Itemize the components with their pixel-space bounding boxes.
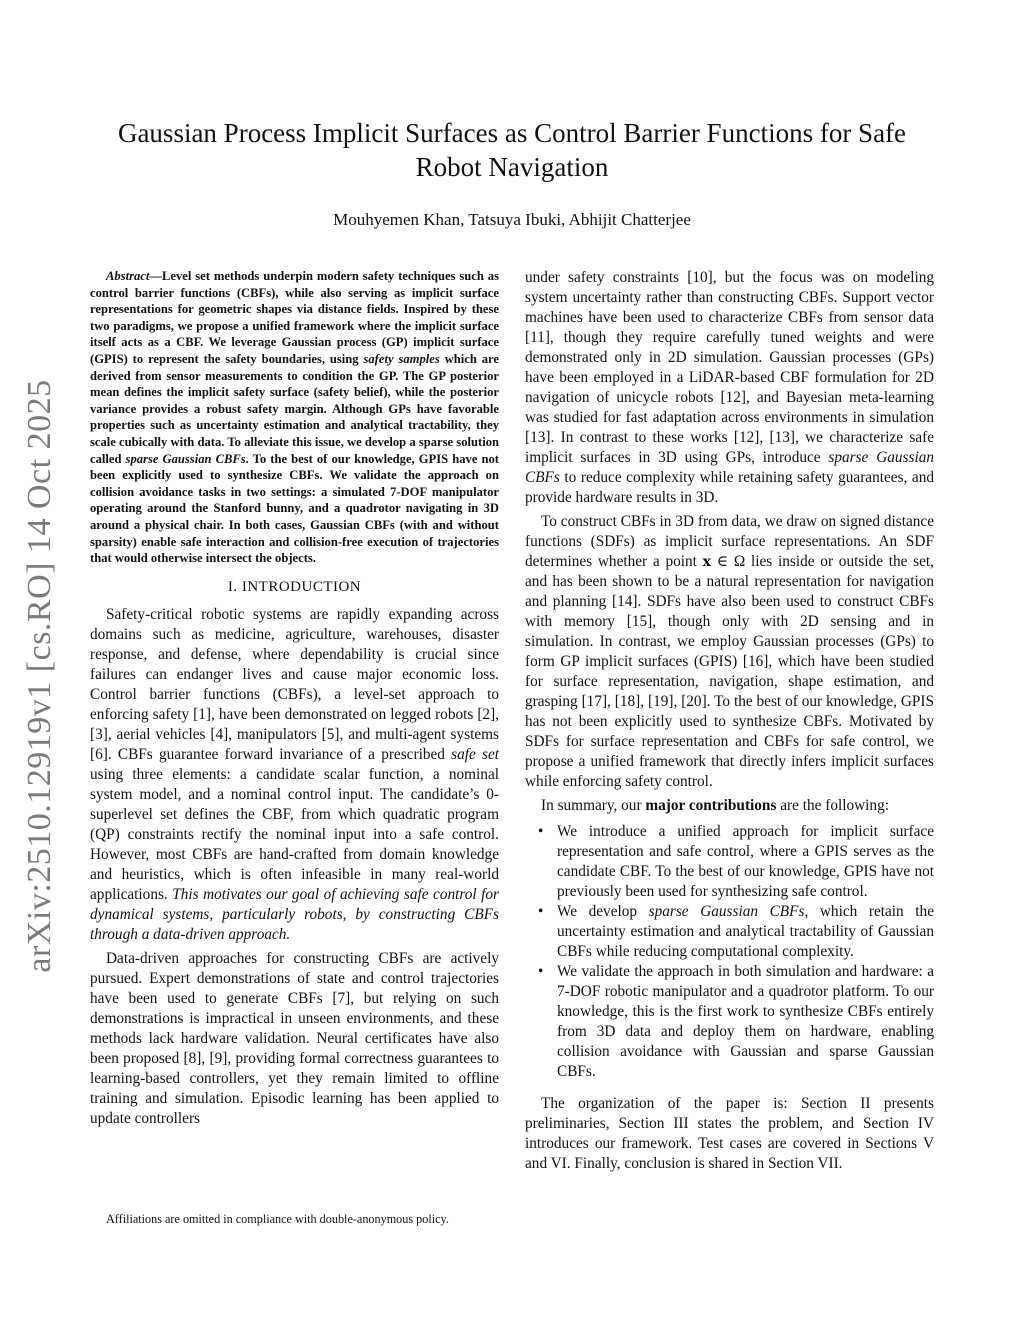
bullet-icon: • [538, 963, 544, 980]
abstract-emphasis: sparse Gaussian CBFs [125, 451, 246, 466]
list-item [525, 902, 934, 962]
intro-paragraph [525, 512, 934, 792]
math-symbol: ∈ Ω [711, 553, 746, 570]
paragraph-text: lies inside or outside the set, and has been shown to be a natural representation for navigation and planning [14]. SDFs have also been used to construct CBFs with memory [15], though only with 2D sensing and in simulation. In contrast, we employ Gaussian processes (GPs) to form GP implicit surfaces (GPIS) [16], which have been studied for surface representation, navigation, shape estimation, and grasping [17], [18], [19], [20]. To the best of our knowledge, GPIS has not been explicitly used to synthesize CBFs. Motivated by SDFs for surface representation and CBFs for safe control, we propose a unified framework that directly infers implicit surfaces while enforcing safety control. [525, 553, 934, 790]
math-symbol: x [702, 554, 712, 570]
intro-paragraph: The organization of the paper is: Section II presents preliminaries, Section III states the problem, and Section IV introduces our framework. Test cases are covered in Sections V and VI. Finally, conclusion is shared in Section VII. [525, 1095, 934, 1172]
contributions-list [525, 822, 934, 1082]
list-item [525, 962, 934, 1082]
paper-title: Gaussian Process Implicit Surfaces as Control Barrier Functions for Safe Robot Navigation [117, 118, 907, 182]
abstract-text: . To the best of our knowledge, GPIS have not been explicitly used to synthesize CBFs. We validate the approach on collision avoidance tasks in two settings: a simulated 7-DOF manipulator operating around the Stanford bunny, and a quadrotor navigating in 3D around a physical chair. In both cases, Gaussian CBFs (with and without sparsity) enable safe interaction and collision-free execution of trajectories that would otherwise intersect the objects. [90, 451, 499, 566]
bullet-icon: • [538, 823, 544, 840]
bullet-icon: • [538, 903, 544, 920]
abstract-text: which are derived from sensor measurements to condition the GP. The GP posterior mean defines the implicit safety surface (safety belief), while the posterior variance provides a robust safety margin. Although GPs have favorable properties such as uncertainty estimation and analytical tractability, they scale cubically with data. To alleviate this issue, we develop a sparse solution called [90, 351, 499, 466]
abstract-label: Abstract [106, 269, 150, 283]
right-column [525, 268, 934, 1178]
list-item-text: We develop [557, 903, 649, 920]
abstract-emphasis: safety samples [363, 351, 440, 366]
paragraph-emphasis: This motivates our goal of achieving safe control for dynamical systems, particularly robots, by constructing CBFs through a data-driven approach. [90, 885, 499, 943]
intro-paragraph-continued [525, 268, 934, 508]
abstract-dash: — [149, 269, 162, 283]
abstract [90, 268, 499, 567]
paragraph-text: In summary, our [541, 797, 646, 814]
paragraph-text: are the following: [776, 797, 889, 814]
list-item-text: We introduce a unified approach for implicit surface representation and safe control, where a GPIS serves as the candidate CBF. To the best of our knowledge, GPIS have not previously been used for synthesizing safe control. [557, 823, 934, 900]
paragraph-text: to reduce complexity while retaining safety guarantees, and provide hardware results in 3D. [525, 469, 934, 506]
list-item-text: , which retain the uncertainty estimation and analytical tractability of Gaussian CBFs while reducing computational complexity. [557, 903, 934, 960]
intro-paragraph: Data-driven approaches for constructing CBFs are actively pursued. Expert demonstrations of state and control trajectories have been used to generate CBFs [7], but relying on such demonstrations is impractical in unseen environments, and these methods lack hardware validation. Neural certificates have also been proposed [8], [9], providing formal correctness guarantees to learning-based controllers, yet they remain limited to offline training and simulation. Episodic learning has been applied to update controllers [90, 949, 499, 1127]
intro-paragraph [90, 605, 499, 945]
intro-paragraph [525, 796, 934, 816]
list-item [525, 822, 934, 902]
paragraph-text: using three elements: a candidate scalar function, a nominal system model, and a nominal control input. The candidate’s 0-superlevel set defines the CBF, from which quadratic program (QP) constraints rectify the nominal input into a safe control. However, most CBFs are hand-crafted from domain knowledge and heuristics, which is often infeasible in many real-world applications. [90, 765, 499, 903]
paragraph-text: under safety constraints [10], but the focus was on modeling system uncertainty rather than constructing CBFs. Support vector machines have been used to characterize CBFs from sensor data [11], though they require carefully tuned weights and were demonstrated only in 2D simulation. Gaussian processes (GPs) have been employed in a LiDAR-based CBF formulation for 2D navigation of unicycle robots [12], and Bayesian meta-learning was studied for fast adaptation across environments in simulation [13]. In contrast to these works [12], [13], we characterize safe implicit surfaces in 3D using GPs, introduce [525, 269, 934, 466]
footnote: Affiliations are omitted in compliance with double-anonymous policy. [106, 1212, 449, 1226]
paragraph-text: To construct CBFs in 3D from data, we draw on signed distance functions (SDFs) as implicit surface representations. An SDF determines whether a point [525, 513, 934, 570]
arxiv-identifier: arXiv:2510.12919v1 [cs.RO] 14 Oct 2025 [21, 379, 58, 973]
abstract-text: Level set methods underpin modern safety techniques such as control barrier functions (CBFs), while also serving as implicit surface representations for geometric shapes via distance fields. Inspired by these two paradigms, we propose a unified framework where the implicit surface itself acts as a CBF. We leverage Gaussian process (GP) implicit surface (GPIS) to represent the safety boundaries, using [90, 269, 499, 366]
author-list: Mouhyemen Khan, Tatsuya Ibuki, Abhijit Chatterjee [333, 210, 691, 229]
paragraph-bold: major contributions [645, 797, 777, 814]
paragraph-text: Safety-critical robotic systems are rapidly expanding across domains such as medicine, agriculture, warehouses, disaster response, and defense, where dependability is crucial since failures can endanger lives and cause major economic loss. Control barrier functions (CBFs), a level-set approach to enforcing safety [1], have been demonstrated on legged robots [2], [3], aerial vehicles [4], manipulators [5], and multi-agent systems [6]. CBFs guarantee forward invariance of a prescribed [90, 605, 499, 763]
paragraph-emphasis: safe set [451, 745, 499, 763]
section-heading-introduction: I. INTRODUCTION [227, 578, 362, 595]
left-column [90, 268, 499, 1133]
paragraph-emphasis: sparse Gaussian CBFs [525, 449, 934, 486]
list-item-text: We validate the approach in both simulation and hardware: a 7-DOF robotic manipulator and a quadrotor platform. To our knowledge, this is the first work to synthesize CBFs entirely from 3D data and deploy them on hardware, enabling collision avoidance with Gaussian and sparse Gaussian CBFs. [557, 963, 934, 1080]
list-item-emphasis: sparse Gaussian CBFs [648, 903, 805, 920]
